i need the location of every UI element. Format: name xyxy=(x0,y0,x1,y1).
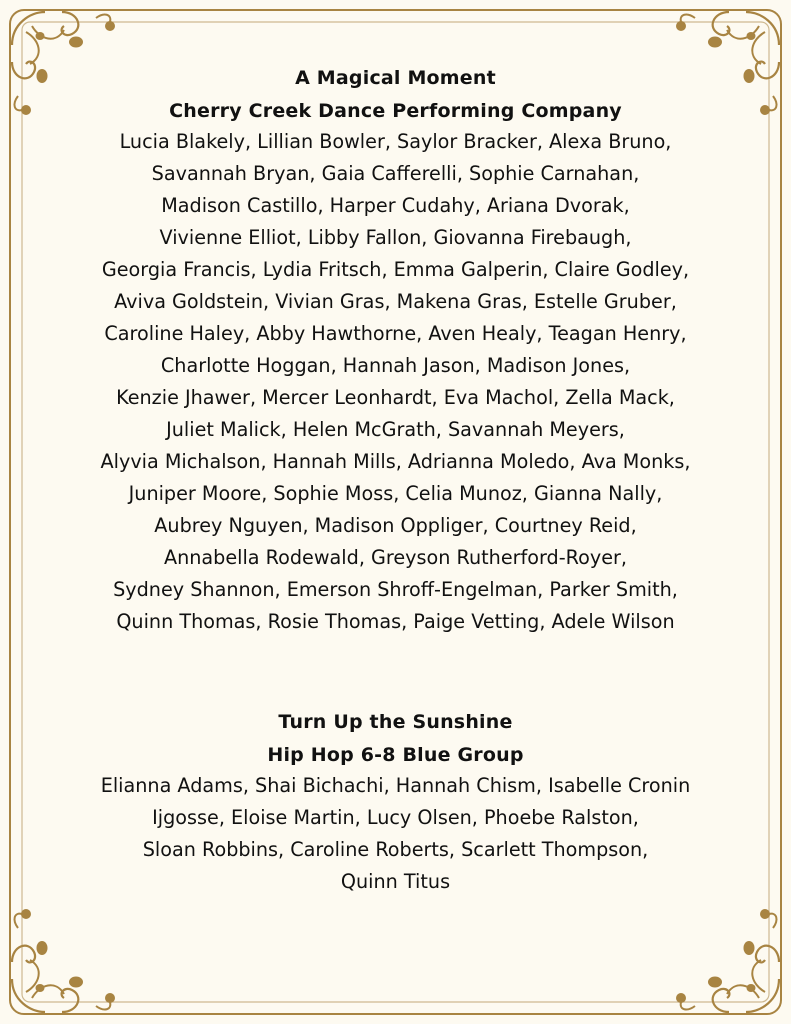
performer-line: Elianna Adams, Shai Bichachi, Hannah Chism, Isabelle Cronin xyxy=(100,774,691,797)
performer-line: Annabella Rodewald, Greyson Rutherford-Royer, xyxy=(163,546,628,569)
performer-line: Vivienne Elliot, Libby Fallon, Giovanna Firebaugh, xyxy=(159,226,632,249)
performance-title: Turn Up the Sunshine xyxy=(278,711,513,733)
section-turn-up-the-sunshine xyxy=(30,706,761,898)
corner-ornament-bottom-left xyxy=(12,909,115,1012)
performer-list xyxy=(30,126,761,638)
performer-line: Juliet Malick, Helen McGrath, Savannah Meyers, xyxy=(166,418,625,441)
performer-line: Charlotte Hoggan, Hannah Jason, Madison Jones, xyxy=(160,354,631,377)
performer-line: Kenzie Jhawer, Mercer Leonhardt, Eva Machol, Zella Mack, xyxy=(116,386,675,409)
performance-title: A Magical Moment xyxy=(295,67,496,89)
performer-line: Sydney Shannon, Emerson Shroff-Engelman, Parker Smith, xyxy=(113,578,678,601)
performer-line: Alyvia Michalson, Hannah Mills, Adrianna Moledo, Ava Monks, xyxy=(100,450,691,473)
performer-line: Juniper Moore, Sophie Moss, Celia Munoz, Gianna Nally, xyxy=(128,482,663,505)
performer-line: Caroline Haley, Abby Hawthorne, Aven Healy, Teagan Henry, xyxy=(104,322,687,345)
corner-ornament-bottom-right xyxy=(676,909,779,1012)
performer-list xyxy=(30,770,761,898)
group-name: Cherry Creek Dance Performing Company xyxy=(169,100,622,122)
performer-line: Lucia Blakely, Lillian Bowler, Saylor Bracker, Alexa Bruno, xyxy=(119,130,672,153)
performer-line: Savannah Bryan, Gaia Cafferelli, Sophie Carnahan, xyxy=(151,162,640,185)
performer-line: Quinn Thomas, Rosie Thomas, Paige Vetting, Adele Wilson xyxy=(116,610,675,633)
group-name: Hip Hop 6-8 Blue Group xyxy=(267,744,524,766)
performer-line: Georgia Francis, Lydia Fritsch, Emma Galperin, Claire Godley, xyxy=(101,258,690,281)
performer-line: Ijgosse, Eloise Martin, Lucy Olsen, Phoebe Ralston, xyxy=(152,806,639,829)
performer-line: Sloan Robbins, Caroline Roberts, Scarlett Thompson, xyxy=(142,838,649,861)
performer-line: Quinn Titus xyxy=(340,870,451,893)
performer-line: Aubrey Nguyen, Madison Oppliger, Courtney Reid, xyxy=(154,514,637,537)
performer-line: Aviva Goldstein, Vivian Gras, Makena Gras, Estelle Gruber, xyxy=(114,290,677,313)
section-magical-moment xyxy=(30,62,761,638)
performer-line: Madison Castillo, Harper Cudahy, Ariana Dvorak, xyxy=(161,194,630,217)
